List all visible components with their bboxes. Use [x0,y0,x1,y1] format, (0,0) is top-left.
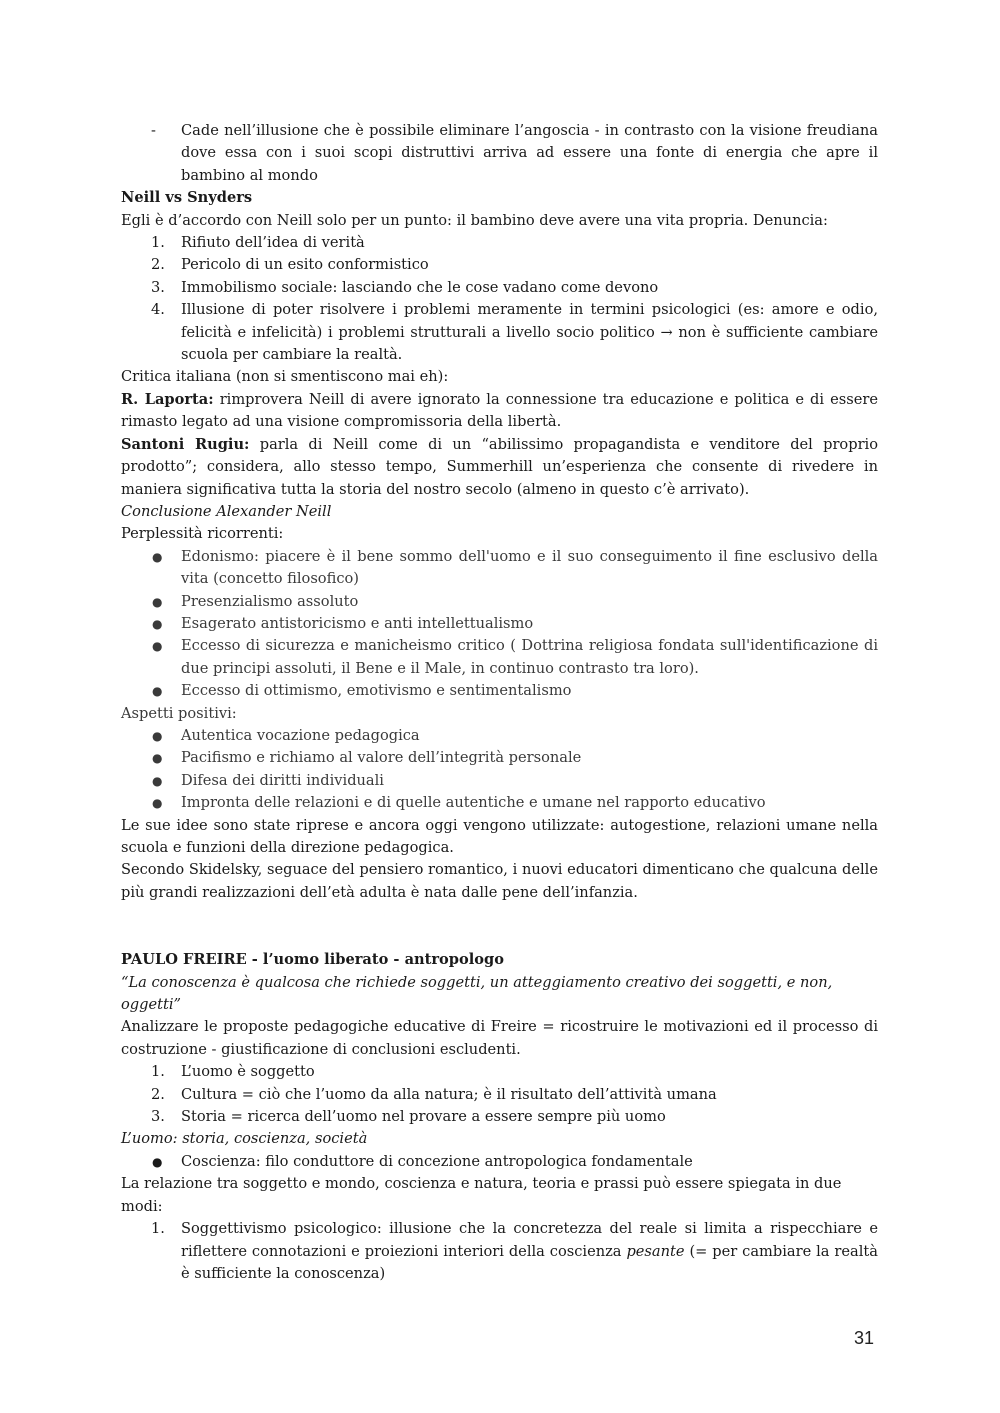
list-item: 4. Illusione di poter risolvere i problemi meramente in termini psicologici (es: amore e odio, felicità e infelicità) i problemi strutturali a livello socio politico → non è sufficiente cambiare scuola per cambiare la realtà. [151,301,878,364]
document-page [121,120,878,1285]
list-item: 1. L’uomo è soggetto [151,1063,315,1081]
section-spacer [121,904,878,949]
list-item: ● Coscienza: filo conduttore di concezione antropologica fondamentale [152,1152,693,1170]
list-item: ● Pacifismo e richiamo al valore dell’integrità personale [152,749,582,767]
paragraph: Secondo Skidelsky, seguace del pensiero romantico, i nuovi educatori dimenticano che qualcuna delle più grandi realizzazioni dell’età adulta è nata dalle pene dell’infanzia. [121,861,878,901]
snyders-numbered-list [121,232,878,366]
list-item: ● Presenzialismo assoluto [152,592,359,610]
paragraph: La relazione tra soggetto e mondo, coscienza e natura, teoria e prassi può essere spiegata in due modi: [121,1175,842,1215]
list-item: ● Difesa dei diritti individuali [152,771,384,789]
list-item: ● Autentica vocazione pedagogica [152,726,420,744]
list-item: ● Edonismo: piacere è il bene sommo dell'uomo e il suo conseguimento il fine esclusivo della vita (concetto filosofico) [152,547,878,588]
paragraph-laporta: R. Laporta: rimprovera Neill di avere ignorato la connessione tra educazione e politica e di essere rimasto legato ad una visione compromissoria della libertà. [121,390,878,431]
paragraph: Egli è d’accordo con Neill solo per un punto: il bambino deve avere una vita propria. Denuncia: [121,211,828,229]
list-item: ● Eccesso di sicurezza e manicheismo critico ( Dottrina religiosa fondata sull'identificazione di due principi assoluti, il Bene e il Male, in continuo contrasto tra loro). [152,637,878,677]
subsection-title: L’uomo: storia, coscienza, società [121,1130,368,1148]
list-item: - Cade nell’illusione che è possibile eliminare l’angoscia - in contrasto con la visione freudiana dove essa con i suoi scopi distruttivi arriva ad essere una fonte di energia che apre il bambino al mondo [151,122,878,184]
paragraph: Le sue idee sono state riprese e ancora oggi vengono utilizzate: autogestione, relazioni umane nella scuola e funzioni della direzione pedagogica. [121,816,878,856]
subsection-title: Conclusione Alexander Neill [121,502,332,520]
list-item: 3. Storia = ricerca dell’uomo nel provare a essere sempre più uomo [151,1108,666,1126]
list-item: 2. Pericolo di un esito conformistico [151,256,429,274]
positivi-bullet-list [121,725,878,815]
list-item: 3. Immobilismo sociale: lasciando che le cose vadano come devono [151,278,659,296]
list-item: 1. Rifiuto dell’idea di verità [151,234,365,252]
intro-dash-list [121,120,878,187]
paragraph: Perplessità ricorrenti: [121,525,284,543]
paragraph-rugiu: Santoni Rugiu: parla di Neill come di un “abilissimo propagandista e venditore del proprio prodotto”; considera, allo stesso tempo, Summerhill un’esperienza che consente di rivedere in maniera significativa tutta la storia del nostro secolo (almeno in questo c’è arrivato). [121,435,878,498]
modi-numbered-list [121,1218,878,1285]
paragraph: Analizzare le proposte pedagogiche educative di Freire = ricostruire le motivazioni ed il processo di costruzione - giustificazione di conclusioni escludenti. [121,1018,878,1058]
quote: “La conoscenza è qualcosa che richiede soggetti, un atteggiamento creativo dei soggetti, e non, oggetti” [121,973,833,1014]
perplessita-bullet-list [121,546,878,703]
list-item: 2. Cultura = ciò che l’uomo da alla natura; è il risultato dell’attività umana [151,1085,717,1103]
freire-numbered-list [121,1061,878,1128]
coscienza-bullet-list [121,1151,878,1173]
list-item: 1. Soggettivismo psicologico: illusione che la concretezza del reale si limita a rispecchiare e riflettere connotazioni e proiezioni interiori della coscienza pesante (= per cambiare la realtà è sufficiente la conoscenza) [151,1220,878,1282]
list-item: ● Impronta delle relazioni e di quelle autentiche e umane nel rapporto educativo [152,794,766,812]
list-item: ● Eccesso di ottimismo, emotivismo e sentimentalismo [152,682,572,700]
paragraph: Critica italiana (non si smentiscono mai eh): [121,368,449,386]
section-heading-neill-snyders: Neill vs Snyders [121,189,253,207]
page-number: 31 [854,1328,875,1348]
list-item: ● Esagerato antistoricismo e anti intellettualismo [152,614,534,632]
section-heading-freire: PAULO FREIRE - l’uomo liberato - antropologo [121,951,504,969]
paragraph: Aspetti positivi: [121,704,237,722]
